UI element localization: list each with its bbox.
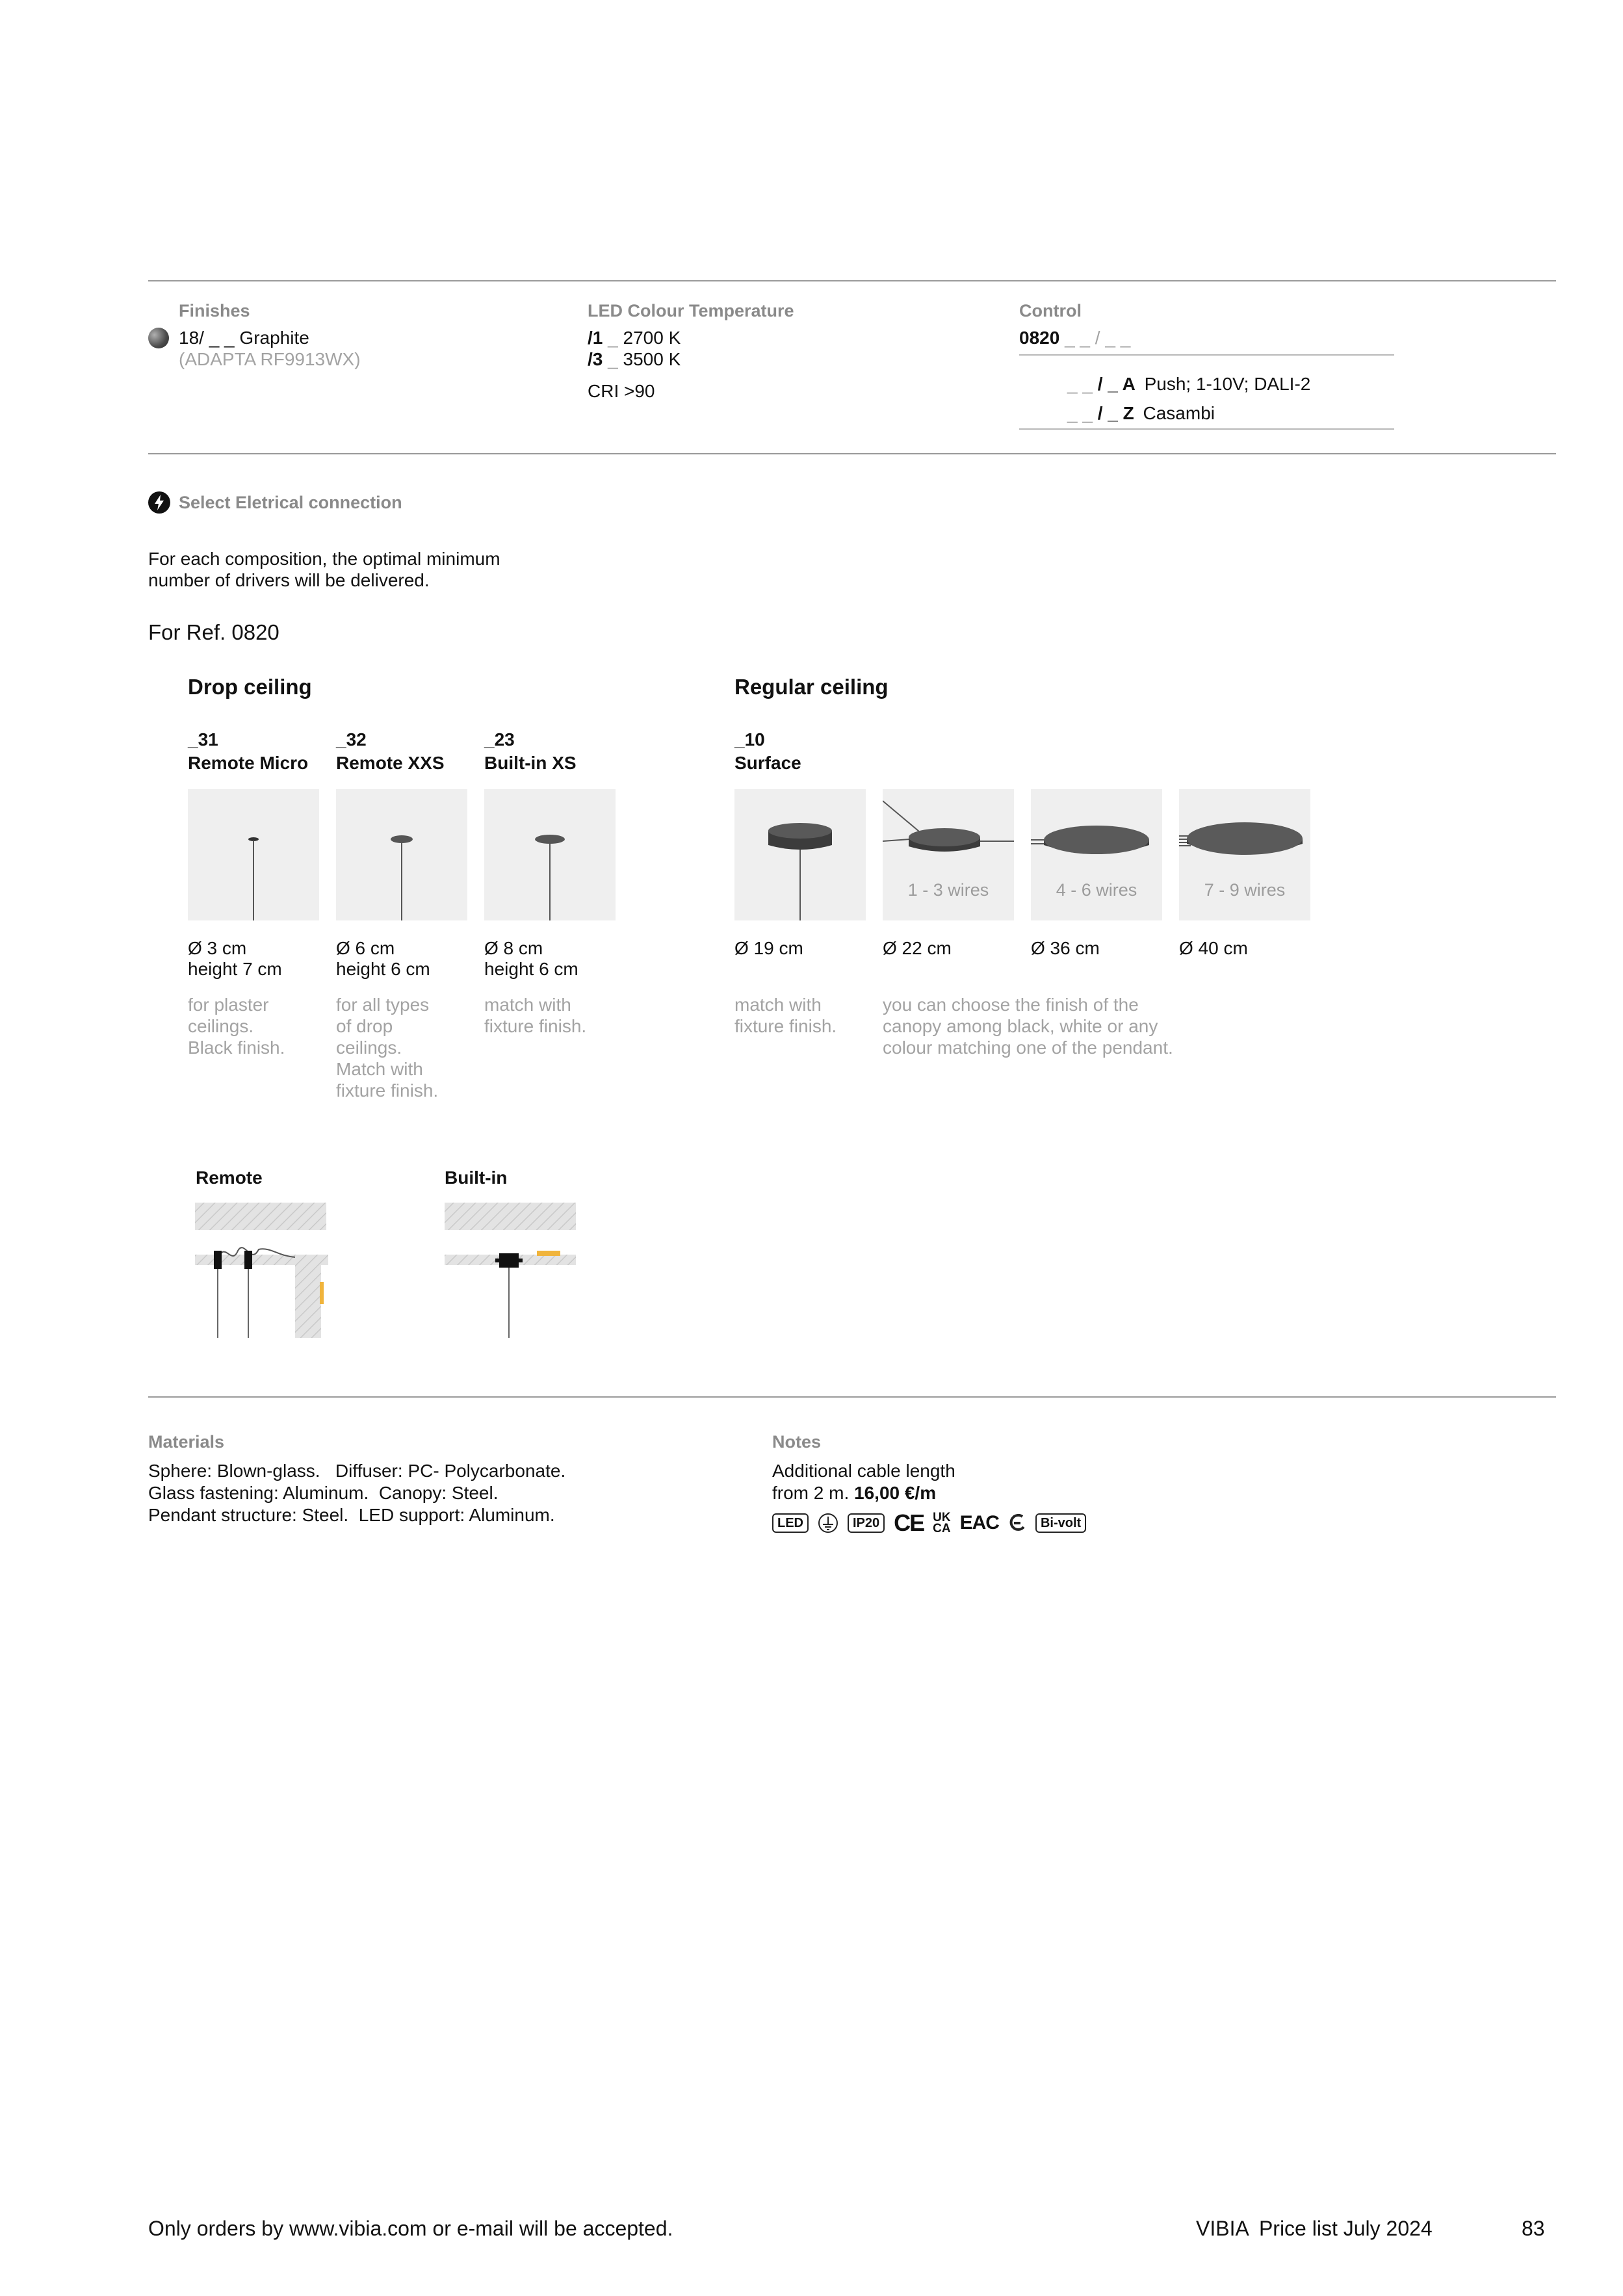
surface-22-dim: Ø 22 cm <box>883 938 952 958</box>
remote-micro-photo <box>188 789 319 920</box>
bivolt-badge: Bi-volt <box>1035 1513 1086 1533</box>
finish-name: Graphite <box>239 328 309 348</box>
wires-label-7-9: 7 - 9 wires <box>1204 880 1286 900</box>
led-option-2700: /1 _ 2700 K <box>588 328 681 348</box>
section-divider <box>148 453 1556 454</box>
wires-label-4-6: 4 - 6 wires <box>1056 880 1137 900</box>
materials-line-2: Glass fastening: Aluminum. Canopy: Steel. <box>148 1483 499 1503</box>
materials-line-3: Pendant structure: Steel. LED support: Aluminum. <box>148 1505 555 1525</box>
lightning-icon <box>148 491 170 514</box>
eac-mark: EAC <box>959 1512 999 1533</box>
led-option-3500: /3 _ 3500 K <box>588 349 681 369</box>
surface-40-dim: Ø 40 cm <box>1179 938 1248 958</box>
builtin-install-diagram <box>443 1201 580 1338</box>
item-32-dim2: height 6 cm <box>336 959 430 979</box>
graphite-swatch <box>148 328 169 348</box>
item-32-note: for all types of drop ceilings. Match with fixture finish. <box>336 995 439 1101</box>
electrical-label: Select Eletrical connection <box>179 493 402 512</box>
control-heading: Control <box>1019 301 1082 320</box>
control-divider-2 <box>1019 428 1394 430</box>
builtin-diagram-label: Built-in <box>445 1168 508 1188</box>
finish-option <box>179 327 309 348</box>
item-31-note: for plaster ceilings. Black finish. <box>188 995 285 1058</box>
electrical-desc-1: For each composition, the optimal minimum <box>148 549 500 569</box>
control-divider-1 <box>1019 354 1394 356</box>
ip20-badge: IP20 <box>848 1513 885 1533</box>
surface-code: _10 <box>734 729 765 750</box>
remote-xxs-photo <box>336 789 467 920</box>
surface-40-photo <box>1179 789 1310 920</box>
ce-mark: CE <box>894 1509 924 1536</box>
surface-19-photo <box>734 789 866 920</box>
item-23-note: match with fixture finish. <box>484 995 587 1036</box>
item-31-dim2: height 7 cm <box>188 959 282 979</box>
certification-row <box>772 1509 1086 1537</box>
notes-line-2: from 2 m. 16,00 €/m <box>772 1483 937 1503</box>
finish-ref: (ADAPTA RF9913WX) <box>179 349 361 369</box>
surface-canopy-note: you can choose the finish of the canopy among black, white or any colour matching one of the pendant. <box>883 995 1173 1058</box>
cri-value: CRI >90 <box>588 381 655 401</box>
surface-36-dim: Ø 36 cm <box>1031 938 1100 958</box>
remote-install-diagram <box>194 1201 330 1338</box>
materials-line-1: Sphere: Blown-glass. Diffuser: PC- Polycarbonate. <box>148 1461 566 1481</box>
item-31-name: Remote Micro <box>188 753 309 773</box>
page-number: 83 <box>1522 2217 1545 2240</box>
finishes-heading: Finishes <box>179 301 250 320</box>
item-32-dim1: Ø 6 cm <box>336 938 395 958</box>
control-option-z: _ _ / _ Z Casambi <box>1067 403 1215 423</box>
electrical-desc-2: number of drivers will be delivered. <box>148 570 430 590</box>
item-32-name: Remote XXS <box>336 753 445 773</box>
surface-36-photo <box>1031 789 1162 920</box>
class-i-icon <box>818 1513 838 1533</box>
control-code: 0820 _ _ / _ _ <box>1019 328 1131 348</box>
notes-line-1: Additional cable length <box>772 1461 955 1481</box>
finish-code: 18/ _ _ <box>179 328 235 348</box>
item-32-code: _32 <box>336 729 367 750</box>
item-23-code: _23 <box>484 729 515 750</box>
ref-title: For Ref. 0820 <box>148 620 279 644</box>
ukca-mark: UK CA <box>933 1511 951 1535</box>
footer-orders-text: Only orders by www.vibia.com or e-mail will be accepted. <box>148 2217 673 2240</box>
led-heading: LED Colour Temperature <box>588 301 794 320</box>
surface-19-note: match with fixture finish. <box>734 995 837 1036</box>
surface-name: Surface <box>734 753 801 773</box>
regular-ceiling-heading: Regular ceiling <box>734 675 889 699</box>
item-23-dim2: height 6 cm <box>484 959 578 979</box>
notes-heading: Notes <box>772 1432 822 1452</box>
control-option-a: _ _ / _ A Push; 1-10V; DALI-2 <box>1067 374 1311 394</box>
surface-19-dim: Ø 19 cm <box>734 938 803 958</box>
item-31-code: _31 <box>188 729 218 750</box>
remote-diagram-label: Remote <box>196 1168 263 1188</box>
materials-heading: Materials <box>148 1432 225 1452</box>
top-divider <box>148 280 1556 281</box>
bottom-divider <box>148 1396 1556 1398</box>
drop-ceiling-heading: Drop ceiling <box>188 675 312 699</box>
item-23-name: Built-in XS <box>484 753 577 773</box>
footer-brand: VIBIA Price list July 2024 <box>1196 2217 1433 2240</box>
item-23-dim1: Ø 8 cm <box>484 938 543 958</box>
led-badge: LED <box>772 1513 809 1533</box>
surface-22-photo <box>883 789 1014 920</box>
wires-label-1-3: 1 - 3 wires <box>907 880 989 900</box>
energy-mark-icon <box>1008 1513 1026 1533</box>
builtin-xs-photo <box>484 789 616 920</box>
item-31-dim1: Ø 3 cm <box>188 938 247 958</box>
